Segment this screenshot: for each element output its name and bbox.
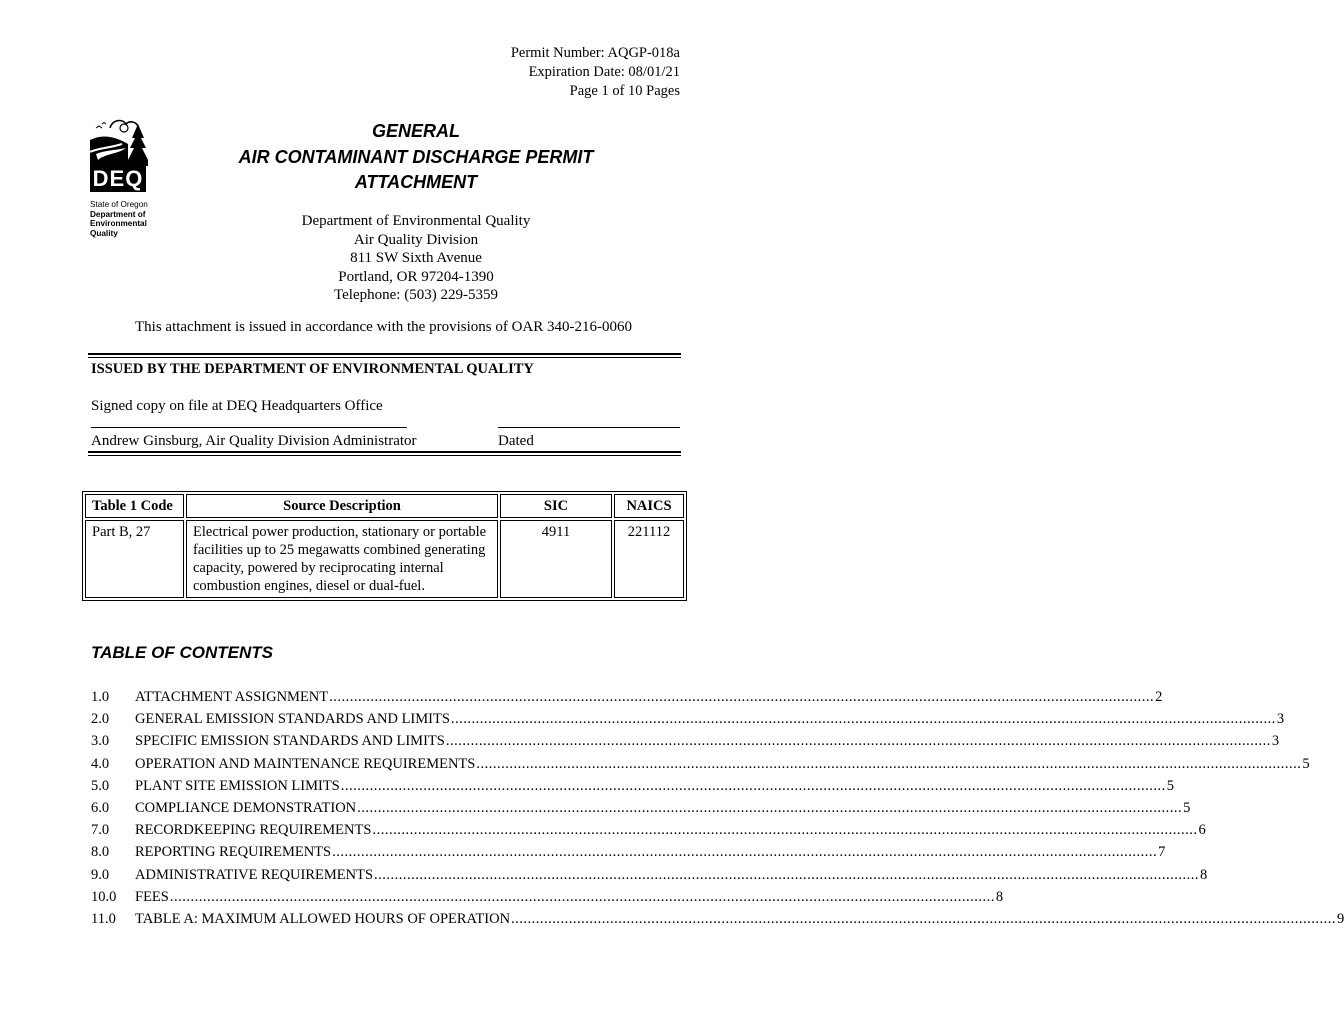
source-description: Electrical power production, stationary or portable facilities up to 25 megawatts combined generating capacity, powered by reciprocating internal combustion engines, diesel or dual-fuel. [186,520,498,598]
telephone: Telephone: (503) 229-5359 [334,287,498,303]
toc-label: TABLE A: MAXIMUM ALLOWED HOURS OF OPERATION [135,910,511,927]
toc-page-number: 8 [1200,866,1208,883]
toc-entry[interactable] [91,908,1344,930]
toc-entry[interactable] [91,686,1163,708]
page-info: Page 1 of 10 Pages [569,83,680,99]
city-address: Portland, OR 97204-1390 [338,268,494,285]
toc-label: ATTACHMENT ASSIGNMENT [135,689,329,705]
toc-number: 11.0 [91,910,116,927]
toc-leader-dots: ........................................................................................................................................................................................................ [372,822,1198,839]
toc-label: ADMINISTRATIVE REQUIREMENTS [135,866,374,883]
toc-leader-dots: ........................................................................................................................................................................................................ [329,689,1155,705]
toc-leader-dots: ........................................................................................................................................................................................................ [357,799,1183,816]
toc-entry[interactable] [91,775,1174,797]
department-address [0,209,832,305]
toc-entry[interactable] [91,819,1206,841]
title-general: GENERAL [371,121,460,141]
street-address: 811 SW Sixth Avenue [350,250,482,266]
toc-page-number: 7 [1158,844,1166,861]
divider [88,353,681,355]
toc-entry[interactable] [91,841,1166,863]
toc-number: 7.0 [91,822,110,839]
divider [88,455,681,456]
permit-number: Permit Number: AQGP-018a [510,45,680,61]
toc-entry[interactable] [91,797,1191,819]
issued-note: This attachment is issued in accordance with the provisions of OAR 340-216-0060 [135,319,632,335]
deq-wordmark: DEQ [90,166,146,192]
environmental-line: Environmental [90,219,147,228]
title-permit: AIR CONTAMINANT DISCHARGE PERMIT [238,147,594,167]
permit-header [511,44,680,101]
toc-page-number: 9 [1337,910,1344,927]
toc-page-number: 5 [1302,755,1310,772]
toc-leader-dots: ........................................................................................................................................................................................................ [332,844,1158,861]
toc-label: OPERATION AND MAINTENANCE REQUIREMENTS [135,755,476,772]
toc-page-number: 2 [1155,689,1163,705]
toc-page-number: 3 [1271,733,1280,750]
toc-leader-dots: ........................................................................................................................................................................................................ [476,755,1302,772]
toc-leader-dots: ........................................................................................................................................................................................................ [169,888,995,905]
source-code: Part B, 27 [85,520,184,598]
toc-label: PLANT SITE EMISSION LIMITS [135,777,340,794]
toc-page-number: 8 [995,888,1004,905]
table-header-cell: SIC [500,494,612,518]
table-header-cell: Table 1 Code [85,494,184,518]
state-line: State of Oregon [90,200,148,209]
toc-page-number: 5 [1183,799,1191,816]
toc-number: 2.0 [91,711,110,728]
title-attachment: ATTACHMENT [354,172,478,192]
department-name: Department of Environmental Quality [301,213,531,229]
source-table [82,491,687,601]
toc-entry[interactable] [91,708,1285,730]
naics-code: 221112 [614,520,684,598]
toc-leader-dots: ........................................................................................................................................................................................................ [340,777,1166,794]
table-header-cell: NAICS [614,494,684,518]
table-row [85,520,684,598]
quality-line: Quality [90,228,118,238]
signature-line [91,427,407,428]
toc-page-number: 6 [1198,822,1206,839]
toc-list [91,686,1344,930]
date-line [498,427,680,428]
toc-page-number: 3 [1276,711,1285,728]
signed-note: Signed copy on file at DEQ Headquarters Office [91,398,383,414]
issued-by-heading: ISSUED BY THE DEPARTMENT OF ENVIRONMENTAL QUALITY [91,361,534,377]
toc-number: 8.0 [91,844,110,861]
toc-number: 4.0 [91,755,110,772]
toc-number: 9.0 [91,866,110,883]
toc-page-number: 5 [1166,777,1174,794]
toc-leader-dots: ........................................................................................................................................................................................................ [445,733,1271,750]
toc-title: TABLE OF CONTENTS [91,643,273,662]
department-line: Department of [90,209,146,219]
toc-entry[interactable] [91,730,1280,752]
toc-entry[interactable] [91,864,1208,886]
toc-number: 6.0 [91,799,110,816]
toc-entry[interactable] [91,753,1310,775]
toc-label: COMPLIANCE DEMONSTRATION [135,799,357,816]
toc-number: 1.0 [91,689,110,705]
toc-label: REPORTING REQUIREMENTS [135,844,332,861]
toc-leader-dots: ........................................................................................................................................................................................................ [511,910,1337,927]
table-header-row [85,494,684,518]
toc-label: GENERAL EMISSION STANDARDS AND LIMITS [135,711,450,728]
expiration-date: Expiration Date: 08/01/21 [528,64,680,80]
signer-name: Andrew Ginsburg, Air Quality Division Administrator [91,433,417,449]
divider [88,357,681,358]
toc-number: 5.0 [91,777,110,794]
divider [88,451,681,453]
division-name: Air Quality Division [353,231,479,248]
toc-leader-dots: ........................................................................................................................................................................................................ [374,866,1200,883]
toc-label: SPECIFIC EMISSION STANDARDS AND LIMITS [135,733,445,750]
toc-label: RECORDKEEPING REQUIREMENTS [135,822,372,839]
sic-code: 4911 [500,520,612,598]
table-header-cell: Source Description [186,494,498,518]
toc-number: 3.0 [91,733,110,750]
toc-entry[interactable] [91,886,1004,908]
toc-label: FEES [135,888,169,905]
toc-leader-dots: ........................................................................................................................................................................................................ [450,711,1276,728]
dated-label: Dated [498,433,534,449]
toc-number: 10.0 [91,888,117,905]
